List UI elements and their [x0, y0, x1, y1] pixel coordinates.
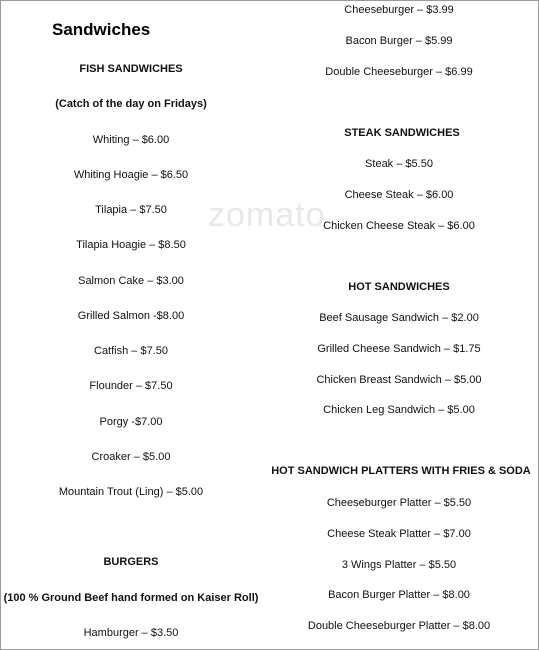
fish-sandwiches-note: (Catch of the day on Fridays)	[55, 98, 207, 110]
menu-item-cheese-steak-platter: Cheese Steak Platter – $7.00	[327, 528, 471, 540]
menu-item-hamburger: Hamburger – $3.50	[83, 627, 179, 639]
menu-item-grilled-salmon: Grilled Salmon -$8.00	[77, 310, 185, 322]
menu-item-tilapia: Tilapia – $7.50	[95, 204, 167, 216]
hot-sandwiches-heading: HOT SANDWICHES	[348, 281, 450, 293]
menu-item-porgy: Porgy -$7.00	[99, 416, 163, 428]
menu-item-catfish: Catfish – $7.50	[94, 345, 168, 357]
menu-item-chicken-leg-sandwich: Chicken Leg Sandwich – $5.00	[323, 404, 475, 416]
menu-item-flounder: Flounder – $7.50	[89, 380, 173, 392]
menu-item-whiting: Whiting – $6.00	[92, 134, 170, 146]
menu-item-salmon-cake: Salmon Cake – $3.00	[78, 275, 184, 287]
steak-sandwiches-heading: STEAK SANDWICHES	[344, 127, 460, 139]
zomato-watermark: zomato	[208, 196, 326, 234]
menu-item-cheese-steak: Cheese Steak – $6.00	[344, 189, 454, 201]
menu-item-bacon-burger-platter: Bacon Burger Platter – $8.00	[328, 589, 470, 601]
page-title: Sandwiches	[52, 20, 151, 39]
menu-item-double-cheeseburger-platter: Double Cheeseburger Platter – $8.00	[307, 620, 491, 632]
menu-item-steak: Steak – $5.50	[365, 158, 433, 170]
hot-platters-heading: HOT SANDWICH PLATTERS WITH FRIES & SODA	[271, 465, 531, 477]
menu-item-mountain-trout: Mountain Trout (Ling) – $5.00	[58, 486, 204, 498]
menu-item-chicken-breast-sandwich: Chicken Breast Sandwich – $5.00	[316, 374, 482, 386]
burgers-heading: BURGERS	[103, 556, 159, 568]
menu-item-bacon-burger: Bacon Burger – $5.99	[345, 35, 453, 47]
menu-item-whiting-hoagie: Whiting Hoagie – $6.50	[73, 169, 189, 181]
burgers-note: (100 % Ground Beef hand formed on Kaiser Roll)	[3, 592, 259, 604]
menu-item-grilled-cheese-sandwich: Grilled Cheese Sandwich – $1.75	[317, 343, 481, 355]
menu-item-double-cheeseburger: Double Cheeseburger – $6.99	[325, 66, 473, 78]
menu-item-3-wings-platter: 3 Wings Platter – $5.50	[341, 559, 457, 571]
menu-item-cheeseburger: Cheeseburger – $3.99	[344, 4, 454, 16]
fish-sandwiches-heading: FISH SANDWICHES	[79, 63, 183, 75]
menu-item-chicken-cheese-steak: Chicken Cheese Steak – $6.00	[323, 220, 475, 232]
menu-item-croaker: Croaker – $5.00	[91, 451, 171, 463]
menu-item-tilapia-hoagie: Tilapia Hoagie – $8.50	[76, 239, 186, 251]
menu-item-cheeseburger-platter: Cheeseburger Platter – $5.50	[326, 497, 472, 509]
menu-item-beef-sausage-sandwich: Beef Sausage Sandwich – $2.00	[319, 312, 479, 324]
